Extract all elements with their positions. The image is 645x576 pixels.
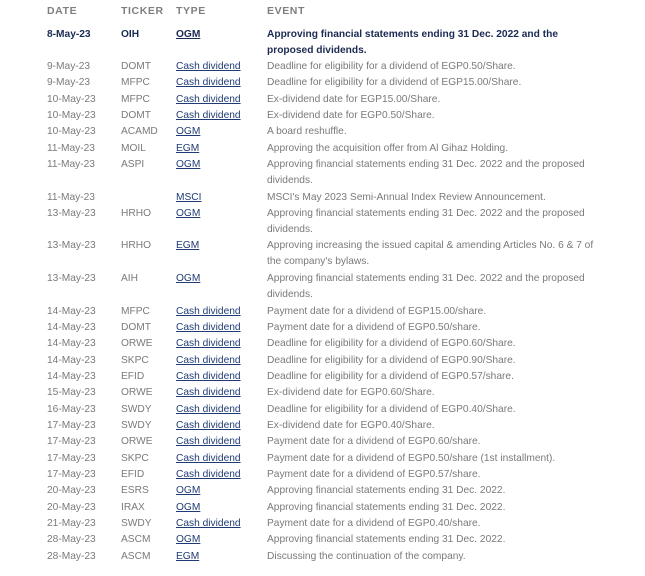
row-date: 13-May-23 bbox=[47, 240, 96, 251]
row-date: 28-May-23 bbox=[47, 551, 96, 562]
row-ticker: OIH bbox=[121, 29, 140, 40]
row-ticker: MFPC bbox=[121, 94, 150, 105]
row-ticker: MOIL bbox=[121, 143, 146, 154]
row-ticker: ASCM bbox=[121, 551, 151, 562]
row-event: Approving financial statements ending 31 Dec. 2022 and the proposed dividends. bbox=[267, 208, 585, 236]
row-type-link[interactable]: Cash dividend bbox=[176, 371, 241, 382]
row-event: Approving financial statements ending 31 Dec. 2022. bbox=[267, 485, 506, 496]
row-event: Deadline for eligibility for a dividend of EGP0.90/Share. bbox=[267, 355, 516, 366]
row-type-link[interactable]: Cash dividend bbox=[176, 518, 241, 529]
row-type-link[interactable]: OGM bbox=[176, 485, 201, 496]
row-type-link[interactable]: OGM bbox=[176, 29, 201, 40]
row-type-link[interactable]: Cash dividend bbox=[176, 322, 241, 333]
row-date: 17-May-23 bbox=[47, 420, 96, 431]
row-type-link[interactable]: OGM bbox=[176, 273, 201, 284]
row-event: Deadline for eligibility for a dividend of EGP0.50/Share. bbox=[267, 61, 516, 72]
row-event: Approving financial statements ending 31 Dec. 2022 and the proposed dividends. bbox=[267, 29, 558, 57]
row-ticker: HRHO bbox=[121, 208, 151, 219]
row-type-link[interactable]: Cash dividend bbox=[176, 110, 241, 121]
row-event: Deadline for eligibility for a dividend of EGP0.40/Share. bbox=[267, 404, 516, 415]
row-event: Payment date for a dividend of EGP0.50/share (1st installment). bbox=[267, 453, 556, 464]
row-event: MSCI's May 2023 Semi-Annual Index Review Announcement. bbox=[267, 192, 546, 203]
row-ticker: ASPI bbox=[121, 159, 145, 170]
row-type-link[interactable]: Cash dividend bbox=[176, 420, 241, 431]
row-event: Approving financial statements ending 31 Dec. 2022 and the proposed dividends. bbox=[267, 159, 585, 187]
row-ticker: ORWE bbox=[121, 338, 153, 349]
row-ticker: MFPC bbox=[121, 306, 150, 317]
row-ticker: SKPC bbox=[121, 355, 149, 366]
row-event: Discussing the continuation of the company. bbox=[267, 551, 466, 562]
row-date: 20-May-23 bbox=[47, 502, 96, 513]
row-date: 14-May-23 bbox=[47, 355, 96, 366]
row-event: Approving increasing the issued capital & amending Articles No. 6 & 7 of the company's bylaws. bbox=[267, 240, 594, 268]
row-type-link[interactable]: OGM bbox=[176, 208, 201, 219]
row-type-link[interactable]: EGM bbox=[176, 240, 200, 251]
row-type-link[interactable]: OGM bbox=[176, 534, 201, 545]
row-date: 13-May-23 bbox=[47, 208, 96, 219]
row-event: Deadline for eligibility for a dividend of EGP0.57/share. bbox=[267, 371, 514, 382]
row-ticker: EFID bbox=[121, 371, 145, 382]
row-event: Approving financial statements ending 31 Dec. 2022 and the proposed dividends. bbox=[267, 273, 585, 301]
row-date: 11-May-23 bbox=[47, 192, 95, 203]
row-ticker: IRAX bbox=[121, 502, 145, 513]
row-type-link[interactable]: Cash dividend bbox=[176, 94, 241, 105]
row-type-link[interactable]: Cash dividend bbox=[176, 77, 241, 88]
row-type-link[interactable]: Cash dividend bbox=[176, 387, 241, 398]
row-ticker: ASCM bbox=[121, 534, 151, 545]
row-date: 10-May-23 bbox=[47, 94, 96, 105]
row-ticker: ORWE bbox=[121, 436, 153, 447]
header-event: EVENT bbox=[267, 5, 306, 17]
row-event: Payment date for a dividend of EGP0.40/share. bbox=[267, 518, 481, 529]
row-date: 10-May-23 bbox=[47, 126, 96, 137]
row-type-link[interactable]: Cash dividend bbox=[176, 61, 241, 72]
row-date: 20-May-23 bbox=[47, 485, 96, 496]
row-type-link[interactable]: Cash dividend bbox=[176, 436, 241, 447]
row-type-link[interactable]: OGM bbox=[176, 126, 201, 137]
row-type-link[interactable]: OGM bbox=[176, 159, 201, 170]
row-date: 8-May-23 bbox=[47, 29, 91, 40]
row-ticker: DOMT bbox=[121, 322, 151, 333]
row-ticker: ORWE bbox=[121, 387, 153, 398]
row-type-link[interactable]: Cash dividend bbox=[176, 338, 241, 349]
row-event: A board reshuffle. bbox=[267, 126, 347, 137]
row-ticker: HRHO bbox=[121, 240, 151, 251]
row-event: Payment date for a dividend of EGP15.00/share. bbox=[267, 306, 487, 317]
row-type-link[interactable]: EGM bbox=[176, 143, 200, 154]
row-type-link[interactable]: Cash dividend bbox=[176, 453, 241, 464]
row-event: Ex-dividend date for EGP15.00/Share. bbox=[267, 94, 441, 105]
row-event: Ex-dividend date for EGP0.60/Share. bbox=[267, 387, 435, 398]
row-date: 17-May-23 bbox=[47, 453, 96, 464]
row-ticker: DOMT bbox=[121, 61, 151, 72]
row-event: Approving financial statements ending 31 Dec. 2022. bbox=[267, 534, 506, 545]
row-date: 9-May-23 bbox=[47, 61, 91, 72]
row-ticker: MFPC bbox=[121, 77, 150, 88]
row-date: 28-May-23 bbox=[47, 534, 96, 545]
row-date: 10-May-23 bbox=[47, 110, 96, 121]
row-date: 15-May-23 bbox=[47, 387, 96, 398]
row-type-link[interactable]: OGM bbox=[176, 502, 201, 513]
header-type: TYPE bbox=[176, 5, 206, 17]
row-ticker: DOMT bbox=[121, 110, 151, 121]
row-type-link[interactable]: Cash dividend bbox=[176, 355, 241, 366]
row-ticker: ESRS bbox=[121, 485, 149, 496]
row-type-link[interactable]: Cash dividend bbox=[176, 306, 241, 317]
row-ticker: SKPC bbox=[121, 453, 149, 464]
row-date: 11-May-23 bbox=[47, 143, 95, 154]
header-date: DATE bbox=[47, 5, 78, 17]
row-event: Approving financial statements ending 31 Dec. 2022. bbox=[267, 502, 506, 513]
row-date: 14-May-23 bbox=[47, 371, 96, 382]
row-type-link[interactable]: EGM bbox=[176, 551, 200, 562]
row-date: 9-May-23 bbox=[47, 77, 91, 88]
row-event: Ex-dividend date for EGP0.40/Share. bbox=[267, 420, 435, 431]
row-date: 14-May-23 bbox=[47, 306, 96, 317]
row-type-link[interactable]: Cash dividend bbox=[176, 404, 241, 415]
row-date: 13-May-23 bbox=[47, 273, 96, 284]
row-date: 21-May-23 bbox=[47, 518, 96, 529]
row-date: 16-May-23 bbox=[47, 404, 96, 415]
row-ticker: SWDY bbox=[121, 420, 152, 431]
row-event: Payment date for a dividend of EGP0.57/share. bbox=[267, 469, 481, 480]
row-ticker: ACAMD bbox=[121, 126, 158, 137]
row-type-link[interactable]: MSCI bbox=[176, 192, 202, 203]
row-event: Payment date for a dividend of EGP0.60/share. bbox=[267, 436, 481, 447]
row-event: Deadline for eligibility for a dividend of EGP15.00/Share. bbox=[267, 77, 522, 88]
row-ticker: AIH bbox=[121, 273, 138, 284]
header-ticker: TICKER bbox=[121, 5, 164, 17]
row-event: Ex-dividend date for EGP0.50/Share. bbox=[267, 110, 435, 121]
row-event: Payment date for a dividend of EGP0.50/share. bbox=[267, 322, 481, 333]
row-date: 14-May-23 bbox=[47, 338, 96, 349]
row-date: 17-May-23 bbox=[47, 436, 96, 447]
row-ticker: SWDY bbox=[121, 404, 152, 415]
row-event: Deadline for eligibility for a dividend of EGP0.60/Share. bbox=[267, 338, 516, 349]
row-date: 14-May-23 bbox=[47, 322, 96, 333]
row-date: 17-May-23 bbox=[47, 469, 96, 480]
row-ticker: SWDY bbox=[121, 518, 152, 529]
row-ticker: EFID bbox=[121, 469, 145, 480]
row-type-link[interactable]: Cash dividend bbox=[176, 469, 241, 480]
row-event: Approving the acquisition offer from Al Gihaz Holding. bbox=[267, 143, 509, 154]
row-date: 11-May-23 bbox=[47, 159, 95, 170]
